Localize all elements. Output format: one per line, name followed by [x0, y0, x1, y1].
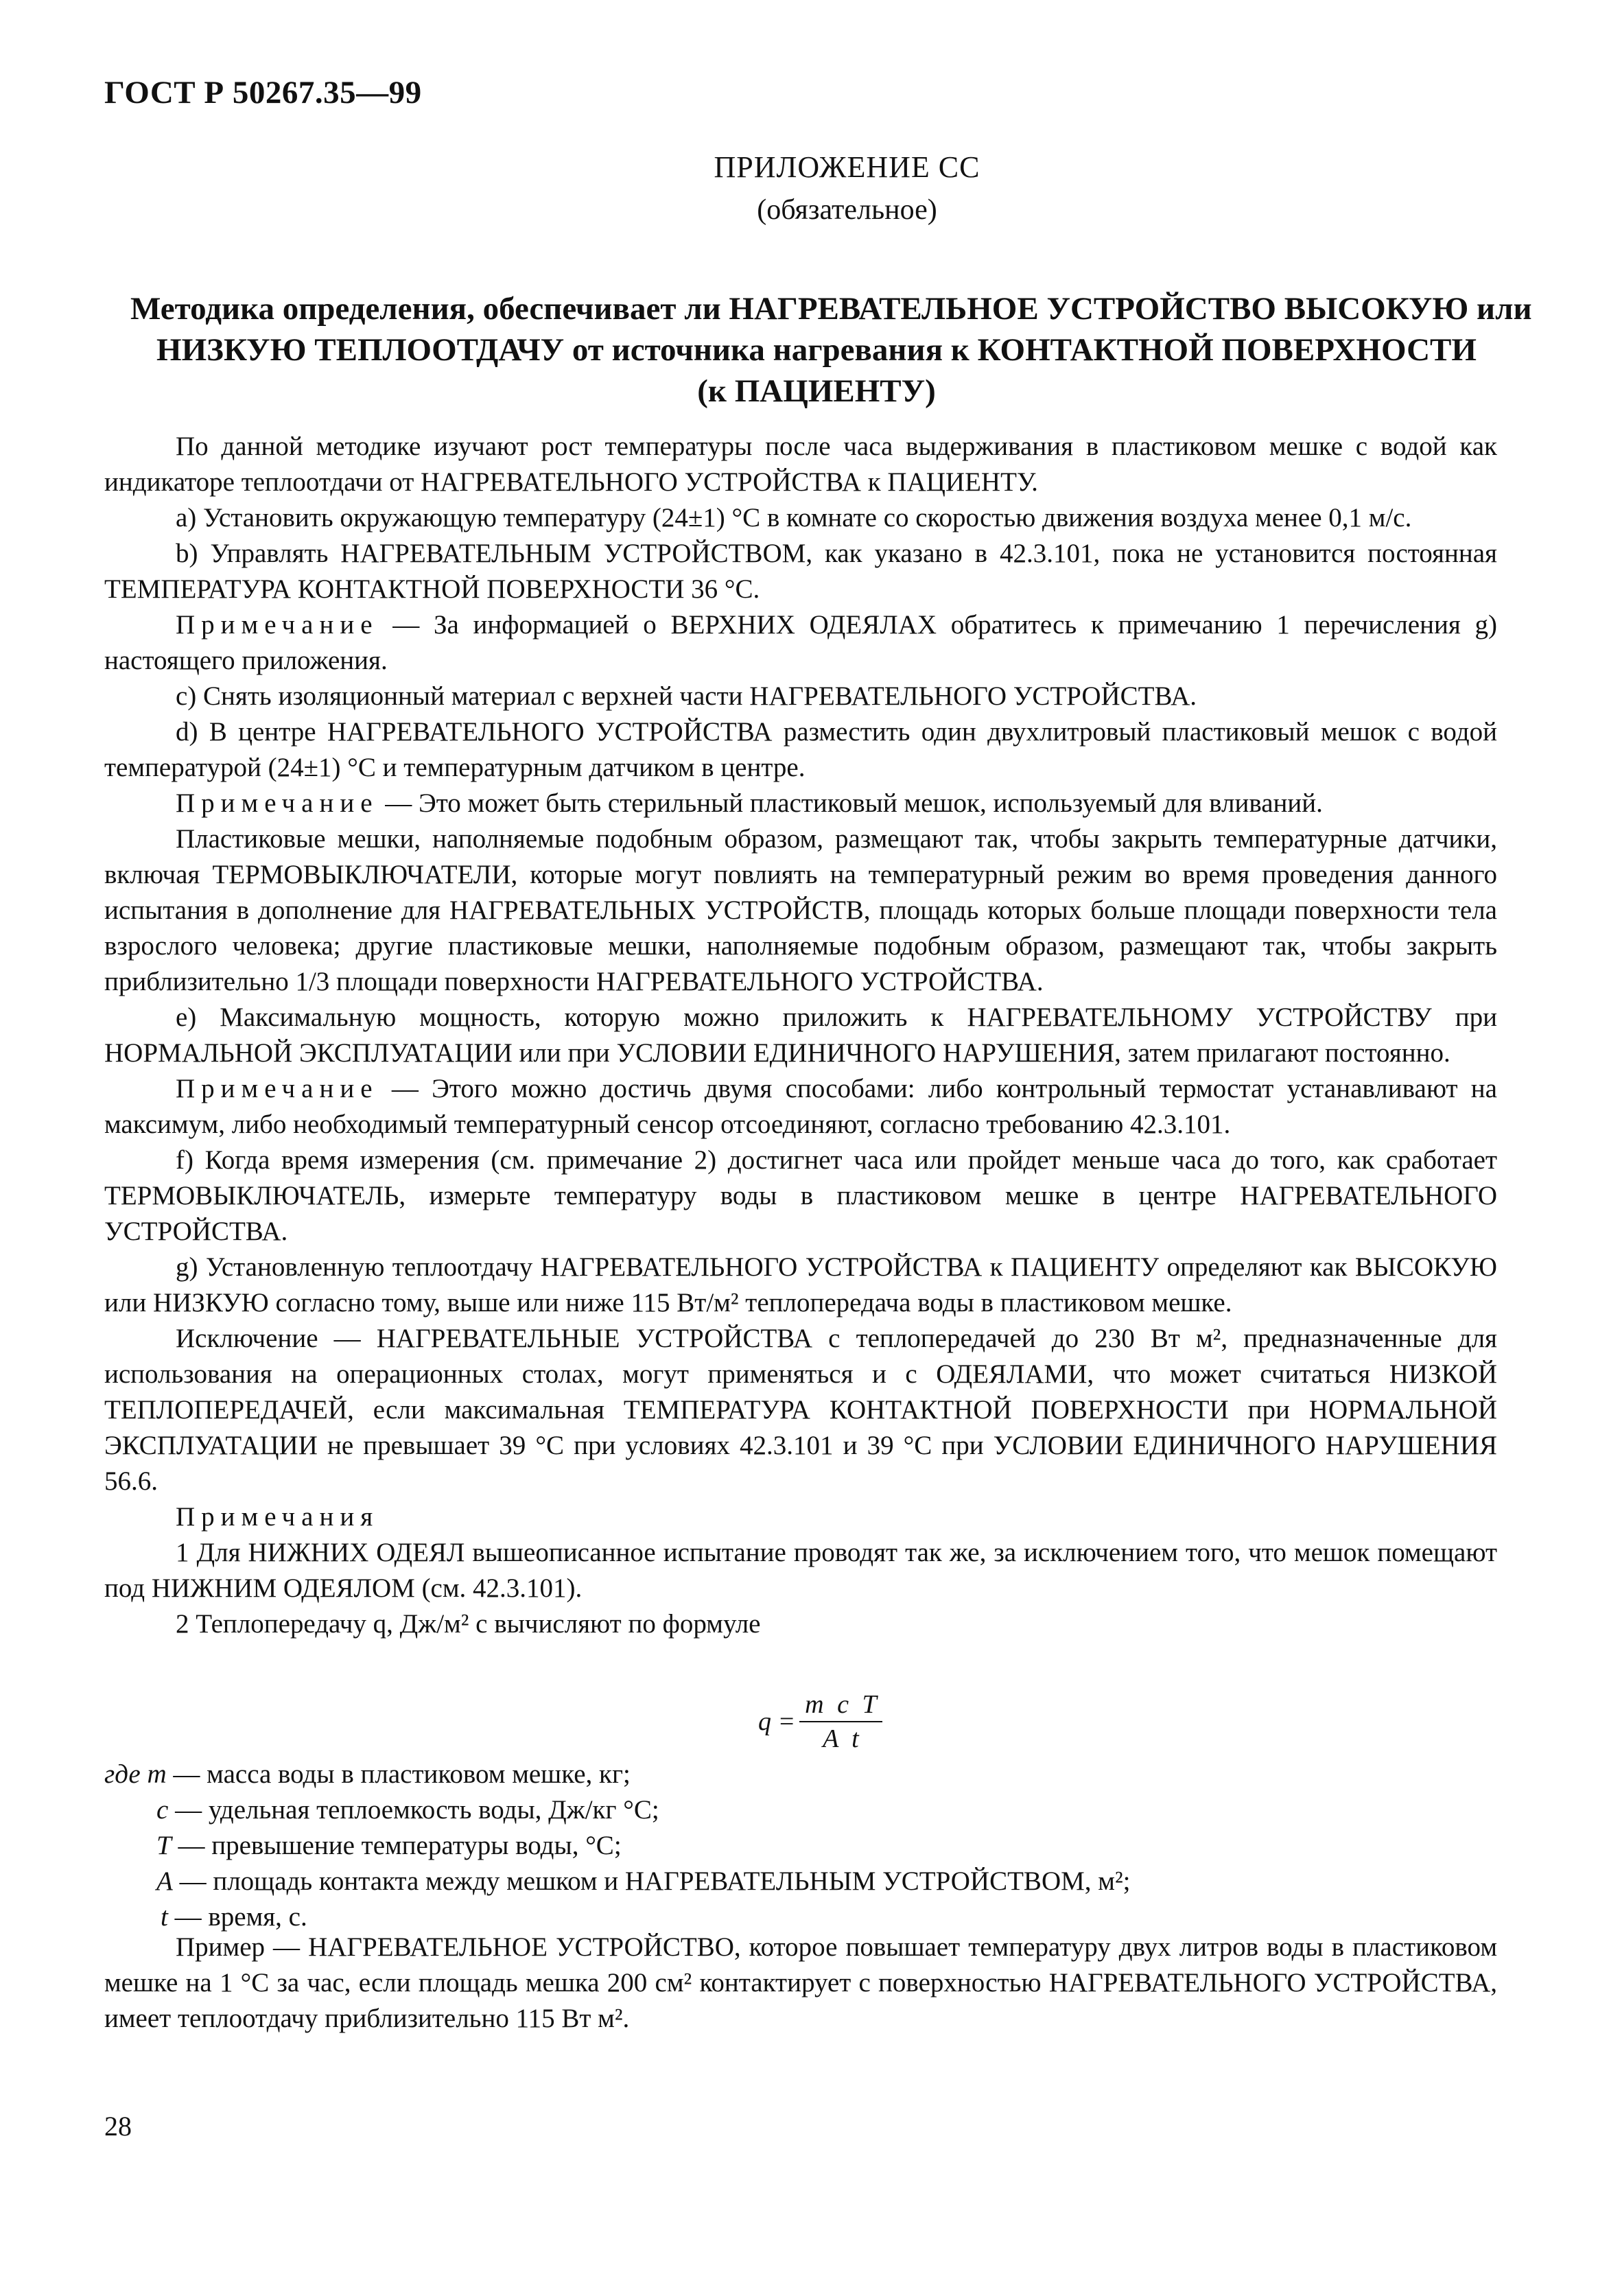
formula-numerator: m c T: [799, 1689, 882, 1722]
note-item-1: 1 Для НИЖНИХ ОДЕЯЛ вышеописанное испытание проводят так же, за исключением того, что мешок помещают под НИЖНИМ ОДЕЯЛОМ (см. 42.3.101).: [104, 1538, 1497, 1603]
fraction-third: 1/3: [295, 967, 330, 996]
paragraph-d: d) В центре НАГРЕВАТЕЛЬНОГО УСТРОЙСТВА разместить один двухлитровый пластиковый мешок с водой температурой (24±1) °С и температурным датчиком в центре.: [104, 717, 1497, 782]
definition-c: c — удельная теплоемкость воды, Дж/кг °С;: [156, 1795, 659, 1825]
paragraph-b: b) Управлять НАГРЕВАТЕЛЬНЫМ УСТРОЙСТВОМ, как указано в 42.3.101, пока не установится постоянная ТЕМПЕРАТУРА КОНТАКТНОЙ ПОВЕРХНОСТИ 36 °С.: [104, 539, 1497, 604]
note-1: [104, 607, 1497, 679]
appendix-subtitle: (обязательное): [757, 194, 937, 226]
variable-definitions: [104, 1757, 1497, 1935]
example-block: [104, 1930, 1497, 2037]
standard-number: ГОСТ Р 50267.35—99: [104, 75, 422, 110]
paragraph-intro: По данной методике изучают рост температуры после часа выдерживания в пластиковом мешке с водой как индикаторе теплоотдачи от НАГРЕВАТЕЛЬНОГО УСТРОЙСТВА к ПАЦИЕНТУ.: [104, 432, 1497, 497]
paragraph-bags: [104, 821, 1497, 1000]
note-label: Примечание: [176, 1074, 379, 1103]
example-text: Пример — НАГРЕВАТЕЛЬНОЕ УСТРОЙСТВО, которое повышает температуру двух литров воды в пластиковом мешке на 1 °С за час, если площадь мешка 200 см² контактирует с поверхностью НАГРЕВАТЕЛЬНОГО УСТРОЙСТВА, имеет теплоотдачу приблизительно 115 Вт м².: [104, 1932, 1497, 2033]
note-item-2: 2 Теплопередачу q, Дж/м² с вычисляют по формуле: [176, 1609, 761, 1639]
formula-fraction: [799, 1689, 882, 1754]
heading-line: Методика определения, обеспечивает ли НАГРЕВАТЕЛЬНОЕ УСТРОЙСТВО ВЫСОКУЮ или: [130, 291, 1532, 327]
paragraph-c: c) Снять изоляционный материал с верхней части НАГРЕВАТЕЛЬНОГО УСТРОЙСТВА.: [176, 681, 1197, 711]
formula-denominator: A t: [823, 1724, 859, 1753]
formula-lhs: q =: [758, 1707, 796, 1736]
paragraph-f: f) Когда время измерения (см. примечание 2) достигнет часа или пройдет меньше часа до того, как сработает ТЕРМОВЫКЛЮЧАТЕЛЬ, измерьте температуру воды в пластиковом мешке в центре НАГРЕВАТЕЛЬНОГО УСТРОЙСТВА.: [104, 1145, 1497, 1246]
note-2: [104, 786, 1497, 821]
definition-t: t — время, с.: [161, 1902, 307, 1932]
section-heading: [130, 288, 1532, 412]
page-number: 28: [104, 2111, 132, 2142]
paragraph-exception: Исключение — НАГРЕВАТЕЛЬНЫЕ УСТРОЙСТВА с теплопередачей до 230 Вт м², предназначенные для использования на операционных столах, могут применяться и с ОДЕЯЛАМИ, что может считаться НИЗКОЙ ТЕПЛОПЕРЕДАЧЕЙ, если максимальная ТЕМПЕРАТУРА КОНТАКТНОЙ ПОВЕРХНОСТИ при НОРМАЛЬНОЙ ЭКСПЛУАТАЦИИ не превышает 39 °С при условиях 42.3.101 и 39 °С при УСЛОВИИ ЕДИНИЧНОГО НАРУШЕНИЯ 56.6.: [104, 1324, 1497, 1496]
notes-heading: Примечания: [176, 1502, 379, 1532]
paragraph-e: e) Максимальную мощность, которую можно приложить к НАГРЕВАТЕЛЬНОМУ УСТРОЙСТВУ при НОРМАЛЬНОЙ ЭКСПЛУАТАЦИИ или при УСЛОВИИ ЕДИНИЧНОГО НАРУШЕНИЯ, затем прилагают постоянно.: [104, 1003, 1497, 1068]
note-text: — Этого можно достичь двумя способами: либо контрольный термостат устанавливают на максимум, либо необходимый температурный сенсор отсоединяют, согласно требованию 42.3.101.: [104, 1074, 1497, 1139]
heat-transfer-formula: [758, 1689, 882, 1754]
bags-text-end: площади поверхности НАГРЕВАТЕЛЬНОГО УСТРОЙСТВА.: [329, 967, 1044, 996]
definition-t-cap: T — превышение температуры воды, °С;: [156, 1831, 622, 1860]
note-3: [104, 1071, 1497, 1143]
paragraph-a: a) Установить окружающую температуру (24±1) °С в комнате со скоростью движения воздуха менее 0,1 м/с.: [176, 503, 1412, 532]
paragraph-g: g) Установленную теплоотдачу НАГРЕВАТЕЛЬНОГО УСТРОЙСТВА к ПАЦИЕНТУ определяют как ВЫСОКУЮ или НИЗКУЮ согласно тому, выше или ниже 115 Вт/м² теплопередача воды в пластиковом мешке.: [104, 1252, 1497, 1317]
note-text: — Это может быть стерильный пластиковый мешок, используемый для вливаний.: [378, 788, 1323, 818]
definition-a: A — площадь контакта между мешком и НАГРЕВАТЕЛЬНЫМ УСТРОЙСТВОМ, м²;: [156, 1866, 1131, 1896]
bags-text-start: Пластиковые мешки, наполняемые подобным образом, размещают так, чтобы закрыть температурные датчики, включая ТЕРМОВЫКЛЮЧАТЕЛИ, которые могут повлиять на температурный режим во время проведения данного испытания в дополнение для НАГРЕВАТЕЛЬНЫХ УСТРОЙСТВ, площадь которых больше площади поверхности тела взрослого человека; другие пластиковые мешки, наполняемые подобным образом, размещают так, чтобы закрыть приблизительно: [104, 824, 1497, 996]
heading-line: НИЗКУЮ ТЕПЛООТДАЧУ от источника нагревания к КОНТАКТНОЙ ПОВЕРХНОСТИ: [156, 332, 1477, 368]
note-label: Примечание: [176, 610, 379, 640]
definition-m: где m — масса воды в пластиковом мешке, кг;: [104, 1759, 631, 1789]
note-text: — За информацией о ВЕРХНИХ ОДЕЯЛАХ обратитесь к примечанию 1 перечисления g) настоящего приложения.: [104, 610, 1497, 675]
note-label: Примечание: [176, 788, 379, 818]
heading-line: (к ПАЦИЕНТУ): [697, 373, 936, 409]
appendix-title: ПРИЛОЖЕНИЕ СС: [714, 150, 980, 184]
body-text: [104, 429, 1497, 1642]
